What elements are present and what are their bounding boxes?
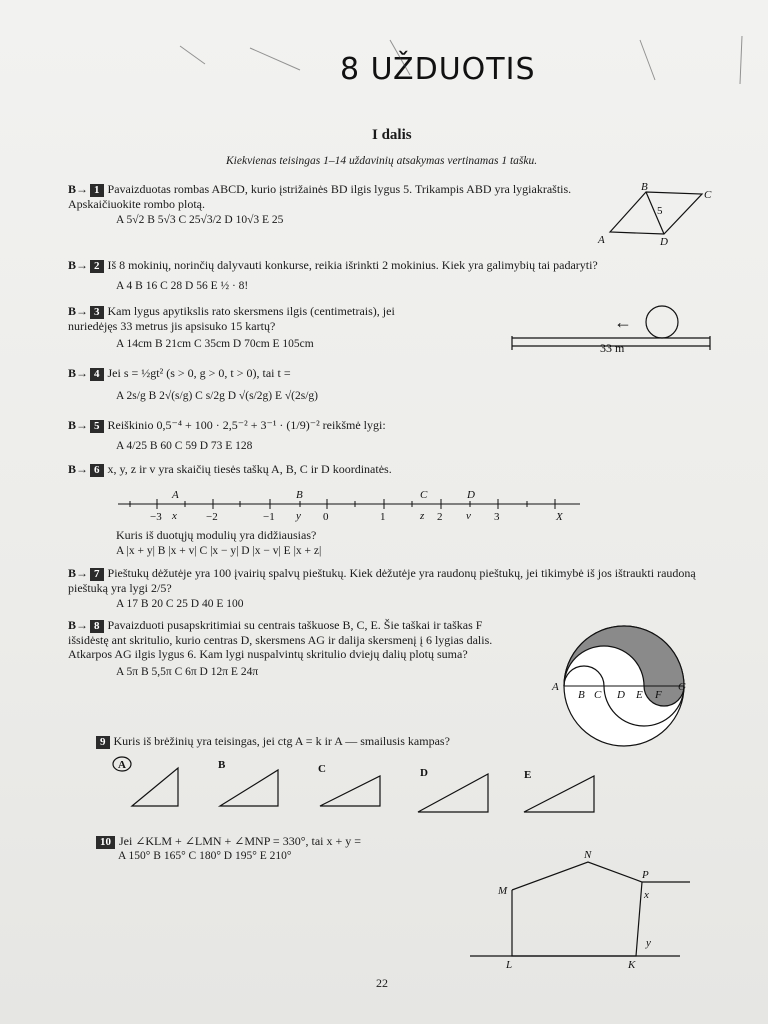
scoring-instruction: Kiekvienas teisingas 1–14 uždavinių atsakymas vertinamas 1 tašku. — [226, 155, 538, 167]
answer-options: A 5π B 5,5π C 6π D 12π E 24π — [116, 666, 259, 678]
pentagon-label-k: K — [628, 959, 636, 971]
circle-label-d: D — [617, 689, 625, 701]
answer-options: A 2s/g B 2√(s/g) C s/2g D √(s/2g) E √(2s/g) — [116, 390, 318, 402]
numberline-tick: −1 — [263, 511, 275, 523]
pentagon-label-l: L — [506, 959, 513, 971]
numberline-point-d: D — [467, 489, 475, 501]
circle-label-f: F — [655, 689, 662, 701]
numberline-tick: 0 — [323, 511, 329, 523]
circle-label-b: B — [578, 689, 585, 701]
question-prefix: B→ — [68, 304, 89, 318]
wheel-figure — [512, 306, 710, 355]
circle-label-e: E — [636, 689, 643, 701]
question-number: 3 — [90, 306, 104, 319]
triangle-option-d: D — [420, 767, 428, 779]
question-number: 10 — [96, 836, 115, 849]
triangle-option-c: C — [318, 763, 326, 775]
numberline-tick: x — [172, 510, 177, 522]
question-prefix: B→ — [68, 366, 89, 380]
question-text: Pavaizduoti pusapskritimiai su centrais taškuose B, C, E. Šie taškai ir taškas F išsidėstę ant skritulio, kurio centras D, skersmens AG ir dalija skersmenį į 6 lygias dalis. Atkarpos AG ilgis lygus 6. Kam lygi nuspalvintų skritulio dviejų dalių plotų suma? — [68, 618, 493, 661]
answer-options: A 4 B 16 C 28 D 56 E ½ · 8! — [116, 280, 249, 292]
triangle-option-e: E — [524, 769, 532, 781]
question-prefix: B→ — [68, 182, 89, 196]
question-prefix: B→ — [68, 418, 89, 432]
rhombus-label-d: D — [660, 236, 668, 248]
numberline-tick: 2 — [437, 511, 443, 523]
answer-options: A 14cm B 21cm C 35cm D 70cm E 105cm — [116, 338, 314, 350]
wheel-distance-label: 33 m — [600, 341, 625, 355]
rhombus-label-b: B — [641, 181, 648, 193]
circle-label-g: G — [678, 681, 686, 693]
semicircles-figure — [551, 626, 686, 746]
rhombus-side-label: 5 — [657, 205, 663, 217]
question-text: Kam lygus apytikslis rato skersmens ilgis (centimetrais), jei nuriedėjęs 33 metrus jis apsisuko 15 kartų? — [68, 304, 395, 333]
answer-options: A 17 B 20 C 25 D 40 E 100 — [116, 598, 244, 610]
numberline-tick: y — [296, 510, 301, 522]
question-number: 5 — [90, 420, 104, 433]
question-prefix: B→ — [68, 618, 89, 632]
wheel-arrow: ← — [614, 312, 632, 332]
pentagon-angle-y: y — [646, 937, 651, 949]
question-text: x, y, z ir v yra skaičių tiesės taškų A, B, C ir D koordinatės. — [107, 462, 392, 476]
question-number: 7 — [90, 568, 104, 581]
question-text: Jei ∠KLM + ∠LMN + ∠MNP = 330°, tai x + y = — [119, 834, 362, 848]
pentagon-label-n: N — [584, 849, 592, 861]
question-prefix: B→ — [68, 462, 89, 476]
numberline-tick: z — [420, 510, 425, 522]
question-text: Iš 8 mokinių, norinčių dalyvauti konkurse, reikia išrinkti 2 mokinius. Kiek yra galimybių tai padaryti? — [107, 258, 598, 272]
page-title: 8 UŽDUOTIS — [340, 52, 536, 87]
page-number: 22 — [376, 976, 388, 990]
question-number: 2 — [90, 260, 104, 273]
numberline-tick: v — [466, 510, 471, 522]
rhombus-label-c: C — [704, 189, 712, 201]
answer-options: A |x + y| B |x + v| C |x − y| D |x − v| E |x + z| — [116, 545, 322, 557]
question-number: 6 — [90, 464, 104, 477]
pentagon-label-p: P — [642, 869, 649, 881]
answer-options: A 4/25 B 60 C 59 D 73 E 128 — [116, 440, 253, 452]
question-number: 9 — [96, 736, 110, 749]
question-prefix: B→ — [68, 258, 89, 272]
numberline-point-b: B — [296, 489, 303, 501]
answer-options: A 5√2 B 5√3 C 25√3/2 D 10√3 E 25 — [116, 214, 284, 226]
pentagon-figure — [470, 849, 690, 971]
question-text: Pavaizduotas rombas ABCD, kurio įstrižainės BD ilgis lygus 5. Trikampis ABD yra lygiakraštis. Apskaičiuokite rombo plotą. — [68, 182, 572, 211]
question-number: 1 — [90, 184, 104, 197]
numberline-tick: −3 — [150, 511, 162, 523]
numberline-tick: −2 — [206, 511, 218, 523]
question-text: Pieštukų dėžutėje yra 100 įvairių spalvų pieštukų. Kiek dėžutėje yra raudonų pieštukų, jei tikimybė iš jos ištraukti raudoną pieštuką yra lygi 2/5? — [68, 566, 696, 595]
rhombus-label-a: A — [598, 234, 605, 246]
answer-options: A 150° B 165° C 180° D 195° E 210° — [118, 850, 292, 862]
question-text: Reiškinio 0,5⁻⁴ + 100 · 2,5⁻² + 3⁻¹ · (1/9)⁻² reikšmė lygi: — [107, 418, 386, 432]
numberline-tick: 1 — [380, 511, 386, 523]
rhombus-figure — [597, 181, 712, 248]
pentagon-label-m: M — [498, 885, 508, 897]
numberline-point-c: C — [420, 489, 428, 501]
page-scribble-marks — [180, 36, 742, 84]
numberline-point-a: A — [172, 489, 179, 501]
numberline-tick: X — [556, 511, 563, 523]
question-prefix: B→ — [68, 566, 89, 580]
question-number: 8 — [90, 620, 104, 633]
triangle-option-a: A — [118, 759, 126, 771]
question-text: Kuris iš duotųjų modulių yra didžiausias? — [116, 528, 317, 542]
section-heading: I dalis — [372, 127, 412, 143]
numberline-tick: 3 — [494, 511, 500, 523]
question-number: 4 — [90, 368, 104, 381]
circle-label-c: C — [594, 689, 602, 701]
triangles-figure — [113, 757, 594, 812]
number-line-figure — [118, 489, 580, 523]
question-text: Jei s = ½gt² (s > 0, g > 0, t > 0), tai t = — [107, 366, 291, 380]
pentagon-angle-x: x — [644, 889, 649, 901]
triangle-option-b: B — [218, 759, 226, 771]
question-text: Kuris iš brėžinių yra teisingas, jei ctg A = k ir A — smailusis kampas? — [113, 734, 450, 748]
circle-label-a: A — [552, 681, 559, 693]
